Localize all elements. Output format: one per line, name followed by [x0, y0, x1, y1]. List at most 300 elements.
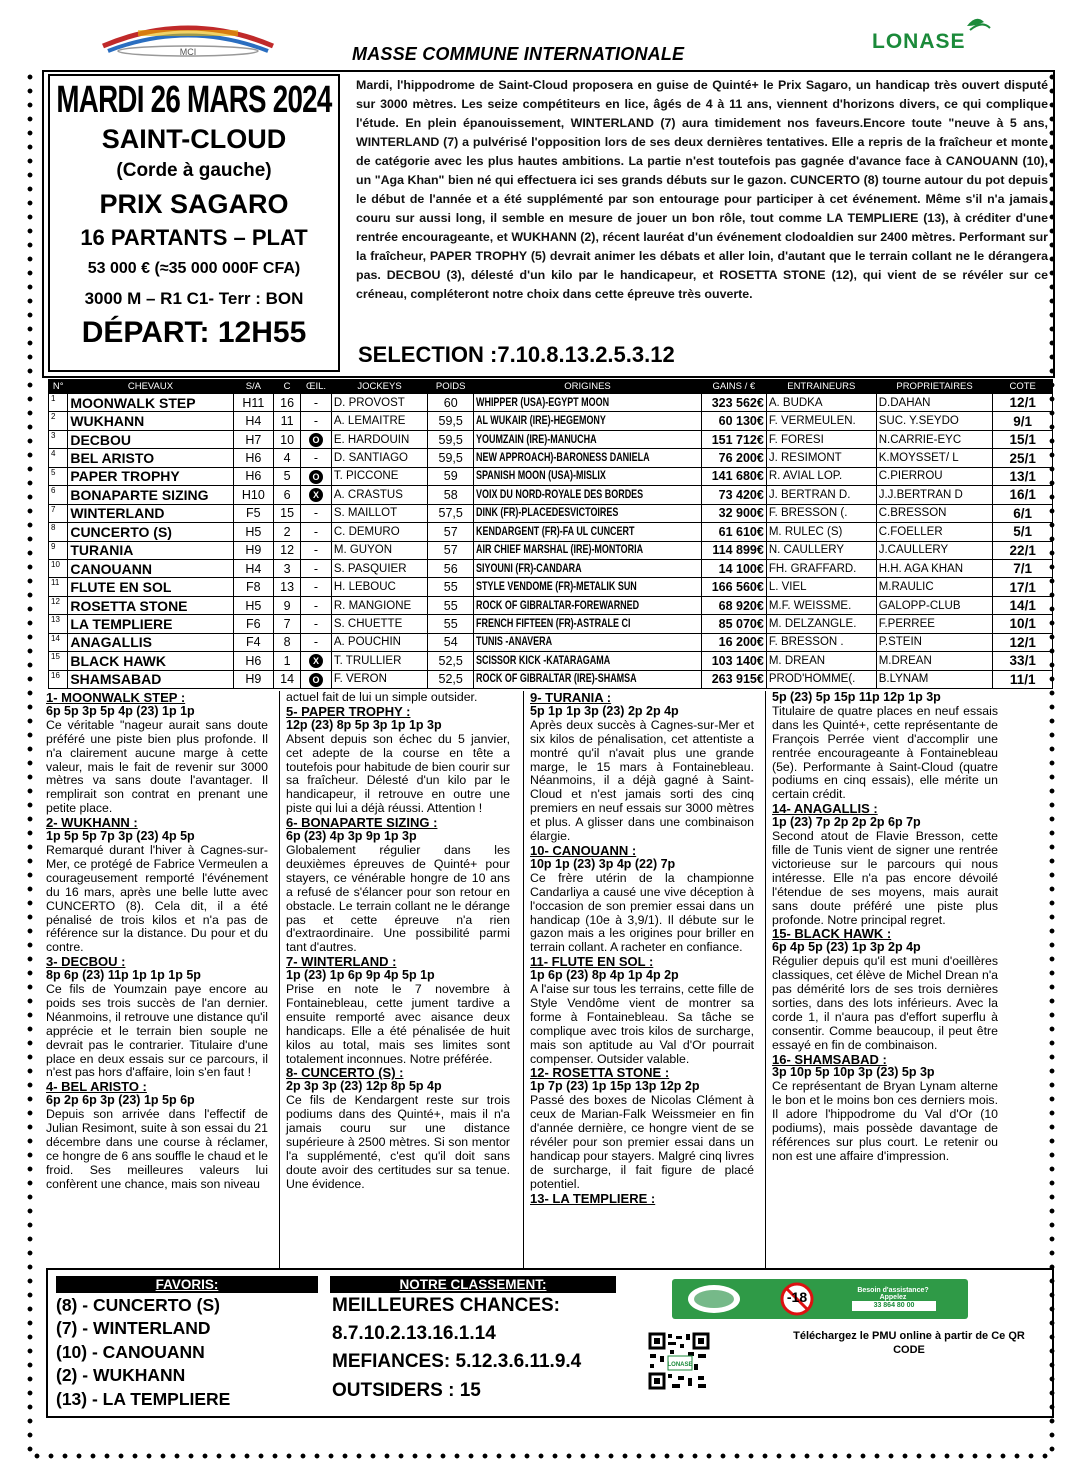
weight: 60 [428, 394, 474, 412]
oeilleres: - [301, 559, 332, 577]
horse-name: ROSETTA STONE [68, 596, 233, 614]
earnings: 68 920€ [701, 596, 766, 614]
trainer: M.F. WEISSME. [766, 596, 876, 614]
horse-comment [530, 1192, 754, 1206]
earnings: 73 420€ [701, 486, 766, 504]
runner-number: 5 [49, 467, 68, 485]
oeilleres: - [301, 504, 332, 522]
weight: 59,5 [428, 412, 474, 430]
origins [474, 430, 702, 448]
horse-performances: 3p 10p 5p 10p 3p (23) 5p 3p [772, 1065, 935, 1080]
horse-comment [772, 691, 998, 802]
sex-age: H6 [233, 467, 273, 485]
corde: 12 [274, 541, 301, 559]
owner: C.PIERROU [876, 467, 993, 485]
origins [474, 467, 702, 485]
origins [474, 523, 702, 541]
horse-comment [530, 691, 754, 844]
oeilleres: - [301, 523, 332, 541]
race-date: MARDI 26 MARS 2024 [56, 79, 332, 121]
earnings: 60 130€ [701, 412, 766, 430]
horse-comment-text: A l'aise sur tous les terrains, cette fille de Style Vendôme vient de montrer sa forme à Fontainebleau. Sa tâche se complique avec trois kilos de surcharge, mais son aptitude au Val d'Or pourrait compenser. Outsider valable. [530, 982, 754, 1066]
favoris-item: (10) - CANOUANN [56, 1341, 205, 1362]
race-venue: SAINT-CLOUD [101, 124, 287, 154]
oeilleres: - [301, 633, 332, 651]
oeilleres: - [301, 615, 332, 633]
jockey: S. MAILLOT [331, 504, 427, 522]
horse-name: WINTERLAND [68, 504, 233, 522]
origins [474, 652, 702, 670]
owner: K.MOYSSET/ L [876, 449, 993, 467]
table-header-cell: CHEVAUX [68, 380, 233, 394]
mci-label: MCI [179, 47, 197, 57]
australian-blinkers-icon: X [309, 654, 323, 668]
qr-code-icon [648, 1332, 710, 1390]
horse-comment-title: 15- BLACK HAWK : [772, 926, 892, 942]
race-allocation: 53 000 € (≈35 000 000F CFA) [87, 260, 301, 277]
blinkers-icon: O [309, 470, 323, 484]
origins [474, 449, 702, 467]
trainer: R. AVIAL LOP. [766, 467, 876, 485]
jockey: A. LEMAITRE [331, 412, 427, 430]
column-divider [279, 691, 280, 1268]
comments-column-1 [46, 691, 268, 1192]
favoris-item: (8) - CUNCERTO (S) [56, 1295, 220, 1315]
table-header-cell: POIDS [428, 380, 474, 394]
horse-comment-text: Absent depuis son échec du 5 janvier, cet adepte de la course en tête a toutefois pour habitude de bien courir sur sa fraîcheur. Délesté d'un kilo par le handicapeur, il retrouve en outre une piste qui lui a déjà réussi. Attention ! [286, 731, 510, 816]
horse-comment-title: 11- FLUTE EN SOL : [530, 954, 654, 970]
race-corde: (Corde à gauche) [116, 160, 272, 181]
australian-blinkers-icon: X [309, 488, 323, 502]
weight: 55 [428, 596, 474, 614]
horse-comment-title: 5- PAPER TROPHY : [286, 703, 411, 719]
origins [474, 596, 702, 614]
table-header-cell: N° [49, 380, 68, 394]
table-header-cell: JOCKEYS [331, 380, 427, 394]
weight: 59,5 [428, 430, 474, 448]
owner: J.J.BERTRAN D [876, 486, 993, 504]
sex-age: H10 [233, 486, 273, 504]
race-depart: DÉPART: 12H55 [81, 316, 307, 349]
trainer: F. VERMEULEN. [766, 412, 876, 430]
earnings: 32 900€ [701, 504, 766, 522]
table-row [49, 467, 1053, 485]
outsiders: OUTSIDERS : 15 [332, 1380, 481, 1401]
horse-name: BLACK HAWK [68, 652, 233, 670]
assistance-phone: 33 864 80 00 [852, 1301, 936, 1311]
origins [474, 486, 702, 504]
origins [474, 541, 702, 559]
weight: 57 [428, 541, 474, 559]
corde: 10 [274, 430, 301, 448]
weight: 57 [428, 523, 474, 541]
horse-comment [772, 1053, 998, 1164]
corde: 3 [274, 559, 301, 577]
origins-text: SIYOUNI (FR)-CANDARA [476, 562, 582, 575]
earnings: 141 680€ [701, 467, 766, 485]
horse-name: CANOUANN [68, 559, 233, 577]
horse-comment-title: 1- MOONWALK STEP : [46, 690, 186, 705]
favoris-item: (2) - WUKHANN [56, 1365, 186, 1386]
earnings: 16 200€ [701, 633, 766, 651]
odds: 15/1 [993, 430, 1053, 448]
origins-text: FRENCH FIFTEEN (FR)-ASTRALE CI [476, 617, 631, 630]
table-header-cell: ŒIL. [301, 380, 332, 394]
origins-text: SPANISH MOON (USA)-MISLIX [476, 470, 607, 483]
blinkers-icon: O [309, 433, 323, 447]
column-divider [765, 691, 766, 1268]
odds: 22/1 [993, 541, 1053, 559]
favoris-item: (7) - WINTERLAND [56, 1318, 211, 1339]
qr-lonase-label: LONASE [667, 1362, 693, 1368]
horse-comment-title: 8- CUNCERTO (S) : [286, 1065, 404, 1081]
origins-text: TUNIS -ANAVERA [476, 636, 553, 649]
runner-number: 6 [49, 486, 68, 504]
origins-text: WHIPPER (USA)-EGYPT MOON [476, 396, 610, 409]
horse-comment-text: Après deux succès à Cagnes-sur-Mer et six kilos de pénalisation, cet attentiste a montré qu'il n'avait plus une grande marge, le 15 mars à Fontainebleau. Néanmoins, il a déjà gagné à Saint-Cloud et n'est jamais sorti des cinq premiers en neuf essais sur 3000 mètres et plus. A glisser dans une combinaison élargie. [530, 717, 754, 844]
horse-performances: 10p 1p (23) 3p 4p (22) 7p [530, 856, 676, 871]
jockey: F. VERON [331, 670, 427, 688]
corde: 9 [274, 596, 301, 614]
horse-comment-text: Passé des boxes de Nicolas Clément à ceux de Marian-Falk Weissmeier en fin d'année dernière, ce hongre vient de se révéler pour son premier essai dans un handicap pour stayers. Malgré cinq livres de surcharge, il fait figure de placé potentiel. [530, 1093, 754, 1191]
horse-comment [530, 844, 754, 955]
lonase-wordmark: LONASE [872, 30, 966, 53]
horse-comment [286, 955, 510, 1066]
table-row [49, 596, 1053, 614]
jockey: C. DEMURO [331, 523, 427, 541]
selection: SELECTION :7.10.8.13.2.5.3.12 [358, 342, 675, 367]
trainer: PROD'HOMME(. [766, 670, 876, 688]
horse-comment-text: Ce frère utérin de la championne Candarliya a causé une vive déception à l'occasion de son premier essai dans un handicap (10e à 3,9/1). Il débute sur le gazon mais a les origines pour briller en terrain collant. A racheter en confiance. [530, 870, 754, 955]
age-restriction-badge: -18 [786, 1289, 808, 1305]
meilleures-values: 8.7.10.2.13.16.1.14 [332, 1323, 496, 1344]
corde: 15 [274, 504, 301, 522]
column-divider [523, 691, 524, 1268]
sex-age: F4 [233, 633, 273, 651]
favoris-list [56, 1294, 230, 1411]
sex-age: H6 [233, 449, 273, 467]
jockey: A. CRASTUS [331, 486, 427, 504]
trainer: F. BRESSON . [766, 633, 876, 651]
runner-number: 3 [49, 430, 68, 448]
corde: 11 [274, 412, 301, 430]
odds: 12/1 [993, 394, 1053, 412]
horse-comment-text: Second atout de Flavie Bresson, cette fille de Tunis vient de signer une rentrée victorieuse sur le parcours qui nous intéresse. Elle n'a pas encore dévoilé l'étendue de ses moyens, mais aurait sans doute préféré une piste plus profonde. Notre principal regret. [772, 829, 998, 927]
table-row [49, 670, 1053, 688]
oeilleres: - [301, 596, 332, 614]
runner-number: 8 [49, 523, 68, 541]
comments-column-2 [286, 691, 510, 1192]
origins-text: ROCK OF GIBRALTAR-FOREWARNED [476, 599, 640, 612]
origins-text: DINK (FR)-PLACEDESVICTOIRES [476, 507, 619, 520]
corde: 7 [274, 615, 301, 633]
owner: N.CARRIE-EYC [876, 430, 993, 448]
horse-performances: 1p 6p (23) 8p 4p 1p 4p 2p [530, 968, 679, 983]
horse-performances: 5p (23) 5p 15p 11p 12p 1p 3p [772, 690, 941, 704]
horse-comment-text: Prise en note le 7 novembre à Fontainebleau, cette jument tardive a ensuite remporté avec aisance deux handicaps. Elle a été pénalisée de huit kilos au total, mais ses limites sont totalement inconnues. Notre préférée. [286, 982, 510, 1066]
horse-comment [772, 802, 998, 927]
table-header-row [49, 380, 1053, 394]
odds: 17/1 [993, 578, 1053, 596]
table-header-cell: GAINS / € [701, 380, 766, 394]
horse-performances: 6p 2p 6p 3p (23) 1p 5p 6p [46, 1093, 195, 1108]
table-row [49, 633, 1053, 651]
origins [474, 615, 702, 633]
owner: J.CAULLERY [876, 541, 993, 559]
table-row [49, 541, 1053, 559]
origins [474, 412, 702, 430]
odds: 11/1 [993, 670, 1053, 688]
horse-comment-title: 7- WINTERLAND : [286, 954, 397, 970]
horse-comment [286, 1066, 510, 1191]
origins [474, 504, 702, 522]
weight: 59 [428, 467, 474, 485]
owner: GALOPP-CLUB [876, 596, 993, 614]
sex-age: H7 [233, 430, 273, 448]
trainer: L. VIEL [766, 578, 876, 596]
table-header-cell: PROPRIETAIRES [876, 380, 993, 394]
horse-comment [46, 691, 268, 816]
runner-number: 11 [49, 578, 68, 596]
table-row [49, 523, 1053, 541]
horse-performances: 6p 5p 3p 5p 4p (23) 1p 1p [46, 703, 195, 718]
table-row [49, 430, 1053, 448]
mci-logo [98, 18, 278, 58]
horse-performances: 1p (23) 7p 2p 2p 2p 6p 7p [772, 815, 921, 830]
sex-age: H9 [233, 541, 273, 559]
horse-name: ANAGALLIS [68, 633, 233, 651]
horse-comment-title: 6- BONAPARTE SIZING : [286, 815, 438, 831]
weight: 58 [428, 486, 474, 504]
runner-number: 9 [49, 541, 68, 559]
horse-comment-text: actuel fait de lui un simple outsider. [286, 690, 478, 704]
horse-name: FLUTE EN SOL [68, 578, 233, 596]
owner: M.DREAN [876, 652, 993, 670]
origins [474, 633, 702, 651]
origins [474, 559, 702, 577]
horse-name: CUNCERTO (S) [68, 523, 233, 541]
jockey: S. CHUETTE [331, 615, 427, 633]
odds: 7/1 [993, 559, 1053, 577]
earnings: 263 915€ [701, 670, 766, 688]
owner: C.FOELLER [876, 523, 993, 541]
origins-text: AL WUKAIR (IRE)-HEGEMONY [476, 415, 607, 428]
comments-column-3 [530, 691, 754, 1206]
owner: D.DAHAN [876, 394, 993, 412]
earnings: 103 140€ [701, 652, 766, 670]
odds: 13/1 [993, 467, 1053, 485]
table-row [49, 615, 1053, 633]
earnings: 14 100€ [701, 559, 766, 577]
runner-number: 13 [49, 615, 68, 633]
owner: C.BRESSON [876, 504, 993, 522]
horse-comment-text: Ce fils de Kendargent reste sur trois podiums dans des Quinté+, mais il n'a jamais couru sur une distance supérieure à 2500 mètres. Si son mentor l'a supplémenté, c'est qu'il doit sans doute avoir des certitudes sur sa tenue. Une évidence. [286, 1093, 510, 1191]
origins-text: SCISSOR KICK -KATARAGAMA [476, 654, 611, 667]
horse-performances: 8p 6p (23) 11p 1p 1p 1p 5p [46, 968, 201, 983]
weight: 52,5 [428, 652, 474, 670]
origins-text: VOIX DU NORD-ROYALE DES BORDES [476, 488, 644, 501]
horse-comment-text: Globalement régulier dans les deuxièmes épreuves de Quinté+ pour stayers, ce vénérable hongre de 10 ans a refusé de s'élancer pour son retour en obstacle. Le terrain collant ne le dérange pas et cette épreuve n'a rien d'extraordinaire. Une possibilité parmi tant d'autres. [286, 842, 510, 955]
earnings: 61 610€ [701, 523, 766, 541]
dotted-border-left [26, 70, 34, 1460]
sex-age: H4 [233, 412, 273, 430]
favoris-item: (13) - LA TEMPLIERE [56, 1388, 231, 1409]
horse-name: BONAPARTE SIZING [68, 486, 233, 504]
trainer: A. BUDKA [766, 394, 876, 412]
odds: 33/1 [993, 652, 1053, 670]
horse-name: LA TEMPLIERE [68, 615, 233, 633]
origins-text: ROCK OF GIBRALTAR (IRE)-SHAMSA [476, 673, 637, 686]
earnings: 85 070€ [701, 615, 766, 633]
oeilleres: - [301, 578, 332, 596]
race-partants: 16 PARTANTS – PLAT [80, 225, 308, 250]
runner-number: 2 [49, 412, 68, 430]
table-row [49, 394, 1053, 412]
corde: 13 [274, 578, 301, 596]
race-info-panel [48, 74, 340, 372]
oeilleres: - [301, 449, 332, 467]
jockey: S. PASQUIER [331, 559, 427, 577]
oeilleres [301, 430, 332, 448]
table-header-cell: ENTRAINEURS [766, 380, 876, 394]
trainer: J. RESIMONT [766, 449, 876, 467]
race-prix: PRIX SAGARO [99, 189, 289, 219]
horse-name: DECBOU [68, 430, 233, 448]
origins [474, 578, 702, 596]
jockey: M. GUYON [331, 541, 427, 559]
horse-comment [286, 816, 510, 955]
favoris-title: FAVORIS: [56, 1276, 318, 1293]
corde: 8 [274, 633, 301, 651]
corde: 14 [274, 670, 301, 688]
horse-comment [530, 955, 754, 1066]
earnings: 76 200€ [701, 449, 766, 467]
sex-age: F5 [233, 504, 273, 522]
horse-performances: 5p 1p 1p 3p (23) 2p 2p 4p [530, 703, 679, 718]
race-intro: Mardi, l'hippodrome de Saint-Cloud proposera en guise de Quinté+ le Prix Sagaro, un handicap très ouvert disputé sur 3000 mètres. Les seize compétiteurs en lice, âgés de 4 à 11 ans, viennent d'horizons divers, ce qui complique l'étude. En plein épanouissement, WINTERLAND (7) aura timidement nos faveurs.Encore toute "neuve à 5 ans, WINTERLAND (7) a pulvérisé l'opposition lors de ses deux dernières tentatives. Elle a repris de la fraîcheur et monte de catégorie avec les plus hautes ambitions. La partie n'est toutefois pas gagnée d'avance face à CANOUANN (10), un "Aga Khan" bien né qui effectuera ici ses grands débuts sur le gazon. CUNCERTO (8) tourne autour du pot depuis le début de l'année et a été supplémenté par son entourage pour participer à cet événement. Même s'il n'a jamais couru sur aussi long, il semble en mesure de jouer un bon rôle, tout comme LA TEMPLIERE (13), à créditer d'une rentrée encourageante, et WUKHANN (2), récent lauréat d'un événement clodoaldien sur 2400 mètres. Performant sur la fraîcheur, PAPER TROPHY (5) devrait animer les débats et aller loin, d'autant que le terrain collant ne le dérangera pas. DECBOU (3), délesté d'un kilo par le handicapeur, et ROSETTA STONE (12), qui vient de se révéler sur ce créneau, compléteront notre choix dans cette épreuve très ouverte. [356, 78, 1048, 301]
trainer: F. BRESSON (. [766, 504, 876, 522]
corde: 4 [274, 449, 301, 467]
horse-performances: 6p 4p 5p (23) 1p 3p 2p 4p [772, 940, 921, 955]
earnings: 151 712€ [701, 430, 766, 448]
jockey: D. PROVOST [331, 394, 427, 412]
table-header-cell: ORIGINES [474, 380, 702, 394]
runner-number: 12 [49, 596, 68, 614]
odds: 16/1 [993, 486, 1053, 504]
trainer: J. BERTRAN D. [766, 486, 876, 504]
earnings: 114 899€ [701, 541, 766, 559]
horse-comment-title: 14- ANAGALLIS : [772, 801, 878, 817]
jockey: A. POUCHIN [331, 633, 427, 651]
horse-comment-text: Ce représentant de Bryan Lynam alterne le bon et le moins bon ces derniers mois. Il adore l'hippodrome du Val d'Or (10 podiums), mais possède davantage de références sur plus court. Le retenir ou non est une affaire d'impression. [772, 1079, 998, 1163]
horse-comment [772, 927, 998, 1052]
origins-text: AIR CHIEF MARSHAL (IRE)-MONTORIA [476, 544, 644, 557]
horse-comment-title: 16- SHAMSABAD : [772, 1051, 887, 1067]
weight: 57,5 [428, 504, 474, 522]
table-row [49, 486, 1053, 504]
earnings: 166 560€ [701, 578, 766, 596]
origins-text: KENDARGENT (FR)-FA UL CUNCERT [476, 525, 635, 538]
trainer: FH. GRAFFARD. [766, 559, 876, 577]
odds: 5/1 [993, 523, 1053, 541]
horse-comment [46, 816, 268, 955]
jockey: T. PICCONE [331, 467, 427, 485]
sex-age: H11 [233, 394, 273, 412]
origins [474, 670, 702, 688]
horse-comment-text: Ce fils de Youmzain paye encore au poids ses trois succès de l'an dernier. Néanmoins, il retrouve une distance qu'il apprécie et le terrain bien souple ne devrait pas le contrarier. Titulaire d'une place en deux essais sur ce parcours, il n'est pas hors d'affaire, loin s'en faut ! [46, 982, 268, 1080]
trainer: M. DELZANGLE. [766, 615, 876, 633]
table-row [49, 578, 1053, 596]
weight: 55 [428, 615, 474, 633]
race-distance: 3000 M – R1 C1- Terr : BON [84, 289, 304, 308]
horse-performances: 2p 3p 3p (23) 12p 8p 5p 4p [286, 1079, 442, 1094]
origins-text: YOUMZAIN (IRE)-MANUCHA [476, 433, 597, 446]
horse-name: SHAMSABAD [68, 670, 233, 688]
runner-number: 7 [49, 504, 68, 522]
earnings: 323 562€ [701, 394, 766, 412]
dotted-border-bottom [30, 1452, 1052, 1460]
owner: P.STEIN [876, 633, 993, 651]
table-header-cell: S/A [233, 380, 273, 394]
odds: 10/1 [993, 615, 1053, 633]
sex-age: H9 [233, 670, 273, 688]
horse-comment-title: 2- WUKHANN : [46, 815, 138, 831]
sex-age: F6 [233, 615, 273, 633]
horse-comment [286, 691, 510, 705]
table-header-cell: COTE [993, 380, 1053, 394]
horse-name: MOONWALK STEP [68, 394, 233, 412]
horse-comment-title: 13- LA TEMPLIERE : [530, 1190, 656, 1206]
owner: F.PERREE [876, 615, 993, 633]
oeilleres: - [301, 541, 332, 559]
mefiances: MEFIANCES: 5.12.3.6.11.9.4 [332, 1351, 582, 1372]
assistance-banner [672, 1279, 968, 1319]
runner-number: 4 [49, 449, 68, 467]
table-row [49, 559, 1053, 577]
oeilleres: - [301, 394, 332, 412]
jockey: E. HARDOUIN [331, 430, 427, 448]
odds: 9/1 [993, 412, 1053, 430]
horse-performances: 1p (23) 1p 6p 9p 4p 5p 1p [286, 968, 435, 983]
horse-comment [46, 955, 268, 1080]
horse-comment [530, 1066, 754, 1191]
weight: 52,5 [428, 670, 474, 688]
meilleures-label: MEILLEURES CHANCES: [332, 1295, 561, 1316]
comments-column-4 [772, 691, 998, 1164]
horse-comment-text: Remarqué durant l'hiver à Cagnes-sur-Mer, ce protégé de Fabrice Vermeulen a courageusement remporté l'événement du 16 mars, après une belle lutte avec CUNCERTO (8). Cela dit, il a été pénalisé de trois kilos et n'a pas de référence sur la distance. Du pour et du contre. [46, 842, 268, 955]
horse-comment [46, 1080, 268, 1191]
oeilleres [301, 670, 332, 688]
oeilleres [301, 652, 332, 670]
runner-number: 1 [49, 394, 68, 412]
owner: SUC. Y.SEYDO [876, 412, 993, 430]
origins [474, 394, 702, 412]
runner-number: 10 [49, 559, 68, 577]
trainer: N. CAULLERY [766, 541, 876, 559]
corde: 1 [274, 652, 301, 670]
horse-comment-text: Ce véritable "nageur aurait sans doute préféré une piste bien plus profonde. Il n'a clairement aucune marge à cette valeur, mais le fait de revenir sur 3000 mètres va sans doute l'avantager. Il remplirait son contrat en prenant une petite place. [46, 717, 268, 816]
corde: 6 [274, 486, 301, 504]
table-row [49, 652, 1053, 670]
table-header-cell: C [274, 380, 301, 394]
assistance-text: Besoin d'assistance? Appelez [857, 1287, 929, 1301]
sex-age: H5 [233, 523, 273, 541]
corde: 5 [274, 467, 301, 485]
owner: M.RAULIC [876, 578, 993, 596]
weight: 55 [428, 578, 474, 596]
jockey: D. SANTIAGO [331, 449, 427, 467]
horse-comment-title: 9- TURANIA : [530, 690, 612, 705]
